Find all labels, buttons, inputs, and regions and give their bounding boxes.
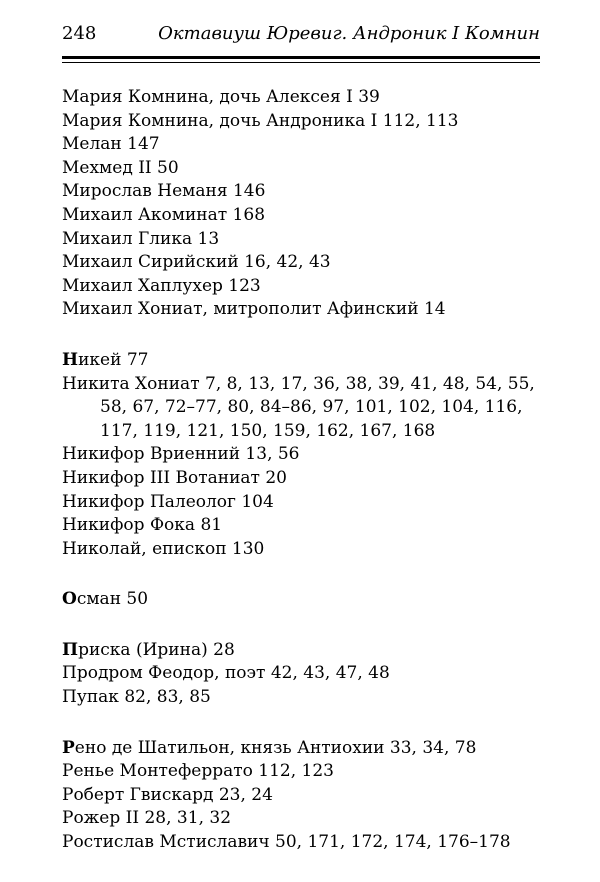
index-entry: Михаил Хониат, митрополит Афинский 14 xyxy=(62,299,446,320)
index-entry: Михаил Глика 13 xyxy=(62,228,220,249)
index-entry: Мехмед II 50 xyxy=(62,157,179,178)
index-entry-letter-first: Осман 50 xyxy=(62,589,149,610)
index-entry: Рожер II 28, 31, 32 xyxy=(62,808,232,829)
index-entry: Никифор Палеолог 104 xyxy=(62,491,274,512)
index-entry: Продром Феодор, поэт 42, 43, 47, 48 xyxy=(62,663,390,684)
page-number: 248 xyxy=(62,23,97,44)
index-entry-letter-first: Рено де Шатильон, князь Антиохии 33, 34, 78 xyxy=(62,737,477,758)
index-entry: Ростислав Мстиславич 50, 171, 172, 174, 176–178 xyxy=(62,832,511,853)
index-entry-letter-first: Приска (Ирина) 28 xyxy=(62,639,235,660)
index-entry: Николай, епископ 130 xyxy=(62,538,265,559)
index-entry: Михаил Акоминат 168 xyxy=(62,204,266,225)
header-rule-thin xyxy=(62,62,540,63)
index-entry: Мирослав Неманя 146 xyxy=(62,181,266,202)
index-entry-wrapped: Никита Хониат 7, 8, 13, 17, 36, 38, 39, 41, 48, 54, 55, 58, 67, 72–77, 80, 84–86, 97, 101, 102, 104, 116, 117, 119, 121, 150, 159, 162, 167, 168 xyxy=(62,373,535,441)
index-group-r xyxy=(62,737,540,855)
index-entry: Роберт Гвискард 23, 24 xyxy=(62,784,273,805)
index-entry-letter-first: Никей 77 xyxy=(62,349,149,370)
index-entry: Пупак 82, 83, 85 xyxy=(62,687,211,708)
header-rule-thick xyxy=(62,56,540,59)
index-entry: Михаил Сирийский 16, 42, 43 xyxy=(62,252,331,273)
index-group-o xyxy=(62,588,540,612)
index-entry: Никифор Фока 81 xyxy=(62,515,223,536)
index-entry: Михаил Хаплухер 123 xyxy=(62,275,261,296)
running-header xyxy=(62,22,540,52)
index-entry: Мария Комнина, дочь Андроника I 112, 113 xyxy=(62,110,459,131)
index-group-n xyxy=(62,349,540,561)
index-group-m xyxy=(62,86,540,322)
name-index xyxy=(62,86,540,882)
index-entry: Мария Комнина, дочь Алексея I 39 xyxy=(62,87,380,107)
index-group-p xyxy=(62,639,540,710)
index-entry: Никифор III Вотаниат 20 xyxy=(62,467,287,488)
index-entry: Мелан 147 xyxy=(62,134,160,155)
running-title: Октавиуш Юревиг. Андроник I Комнин xyxy=(158,23,540,44)
index-entry: Ренье Монтеферрато 112, 123 xyxy=(62,761,334,782)
index-entry: Никифор Вриенний 13, 56 xyxy=(62,444,300,465)
